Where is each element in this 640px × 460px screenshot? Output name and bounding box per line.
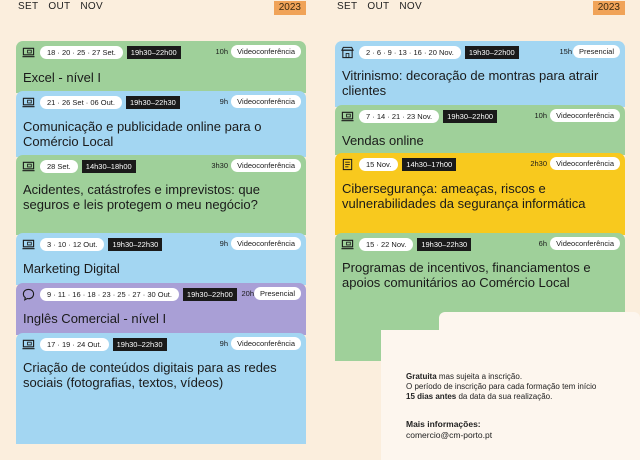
month-label: SET xyxy=(18,1,39,12)
course-meta xyxy=(359,157,456,171)
time-pill: 14h30–17h00 xyxy=(402,158,456,171)
date-pill: 3 · 10 · 12 Out. xyxy=(40,238,104,251)
month-label: NOV xyxy=(80,1,103,12)
course-card[interactable] xyxy=(335,153,625,235)
time-pill: 19h30–22h30 xyxy=(417,238,471,251)
speech-bubble-icon xyxy=(22,288,35,301)
mode-pill: Videoconferência xyxy=(550,109,620,122)
course-title: Excel - nível I xyxy=(23,70,102,85)
course-card[interactable] xyxy=(16,233,306,285)
date-pill: 15 Nov. xyxy=(359,158,398,171)
time-pill: 19h30–22h00 xyxy=(127,46,181,59)
year-badge: 2023 xyxy=(274,1,306,15)
month-label: NOV xyxy=(399,1,422,12)
duration-label: 15h xyxy=(559,47,572,56)
course-card[interactable] xyxy=(335,41,625,107)
time-pill: 14h30–18h00 xyxy=(82,160,136,173)
course-title: Vendas online xyxy=(342,133,424,148)
course-title: Programas de incentivos, financiamentos e apoios comunitários ao Comércio Local xyxy=(342,260,591,290)
course-title: Vitrinismo: decoração de montras para atrair clientes xyxy=(342,68,599,98)
document-icon xyxy=(341,158,354,171)
laptop-icon xyxy=(341,238,354,251)
date-pill: 17 · 19 · 24 Out. xyxy=(40,338,109,351)
laptop-icon xyxy=(22,238,35,251)
course-title: Acidentes, catástrofes e imprevistos: que seguros e leis protegem o meu negócio? xyxy=(23,182,261,212)
laptop-icon xyxy=(22,160,35,173)
date-pill: 9 · 11 · 16 · 18 · 23 · 25 · 27 · 30 Out. xyxy=(40,288,179,301)
month-label: OUT xyxy=(367,1,390,12)
course-meta xyxy=(359,237,471,251)
laptop-icon xyxy=(22,96,35,109)
time-pill: 19h30–22h30 xyxy=(126,96,180,109)
duration-label: 6h xyxy=(538,239,547,248)
time-pill: 19h30–22h00 xyxy=(465,46,519,59)
duration-label: 2h30 xyxy=(530,159,547,168)
mode-pill: Videoconferência xyxy=(550,237,620,250)
mode-pill: Presencial xyxy=(254,287,301,300)
laptop-icon xyxy=(341,110,354,123)
laptop-icon xyxy=(22,46,35,59)
month-label: SET xyxy=(337,1,358,12)
date-pill: 28 Set. xyxy=(40,160,78,173)
course-meta xyxy=(40,237,162,251)
mode-pill: Videoconferência xyxy=(231,337,301,350)
months-list xyxy=(18,1,103,12)
free-label: Gratuita xyxy=(406,372,437,381)
time-pill: 19h30–22h00 xyxy=(443,110,497,123)
duration-label: 10h xyxy=(215,47,228,56)
months-list xyxy=(337,1,422,12)
free-text: mas sujeita a inscrição. xyxy=(436,372,523,381)
course-meta xyxy=(359,109,497,123)
duration-label: 9h xyxy=(219,239,228,248)
time-pill: 19h30–22h00 xyxy=(183,288,237,301)
course-card[interactable] xyxy=(335,105,625,155)
duration-label: 9h xyxy=(219,97,228,106)
period-text-2: da data da sua realização. xyxy=(456,392,553,401)
more-info-label: Mais informações: xyxy=(406,419,481,429)
course-title: Marketing Digital xyxy=(23,261,120,276)
calendar-header xyxy=(16,0,306,16)
course-meta xyxy=(40,95,180,109)
course-card[interactable] xyxy=(16,91,306,157)
mode-pill: Videoconferência xyxy=(231,95,301,108)
course-meta xyxy=(40,45,181,59)
period-days: 15 dias antes xyxy=(406,392,457,401)
course-meta xyxy=(359,45,519,59)
course-title: Comunicação e publicidade online para o Comércio Local xyxy=(23,119,262,149)
course-card[interactable] xyxy=(16,41,306,93)
mode-pill: Videoconferência xyxy=(550,157,620,170)
mode-pill: Presencial xyxy=(573,45,620,58)
date-pill: 18 · 20 · 25 · 27 Set. xyxy=(40,46,123,59)
month-label: OUT xyxy=(48,1,71,12)
course-title: Criação de conteúdos digitais para as redes sociais (fotografias, textos, vídeos) xyxy=(23,360,277,390)
course-card[interactable] xyxy=(16,333,306,444)
course-title: Inglês Comercial - nível I xyxy=(23,311,167,326)
duration-label: 10h xyxy=(534,111,547,120)
duration-label: 9h xyxy=(219,339,228,348)
date-pill: 2 · 6 · 9 · 13 · 16 · 20 Nov. xyxy=(359,46,461,59)
date-pill: 21 · 26 Set · 06 Out. xyxy=(40,96,122,109)
registration-info xyxy=(406,372,606,402)
date-pill: 15 · 22 Nov. xyxy=(359,238,413,251)
time-pill: 19h30–22h30 xyxy=(108,238,162,251)
course-card[interactable] xyxy=(16,283,306,335)
duration-label: 3h30 xyxy=(211,161,228,170)
year-badge: 2023 xyxy=(593,1,625,15)
calendar-header xyxy=(335,0,625,16)
contact-email-link[interactable]: comercio@cm-porto.pt xyxy=(406,430,493,440)
schedule-panel-left xyxy=(16,0,306,460)
course-card[interactable] xyxy=(16,155,306,235)
contact-info xyxy=(406,419,492,441)
mode-pill: Videoconferência xyxy=(231,45,301,58)
laptop-icon xyxy=(22,338,35,351)
mode-pill: Videoconferência xyxy=(231,159,301,172)
course-meta xyxy=(40,159,136,173)
duration-label: 20h xyxy=(241,289,254,298)
storefront-icon xyxy=(341,46,354,59)
date-pill: 7 · 14 · 21 · 23 Nov. xyxy=(359,110,439,123)
course-title: Cibersegurança: ameaças, riscos e vulnerabilidades da segurança informática xyxy=(342,181,586,211)
time-pill: 19h30–22h30 xyxy=(113,338,167,351)
course-meta xyxy=(40,287,237,301)
period-text-1: O período de inscrição para cada formação tem início xyxy=(406,382,597,391)
course-meta xyxy=(40,337,167,351)
mode-pill: Videoconferência xyxy=(231,237,301,250)
info-box xyxy=(381,330,640,460)
